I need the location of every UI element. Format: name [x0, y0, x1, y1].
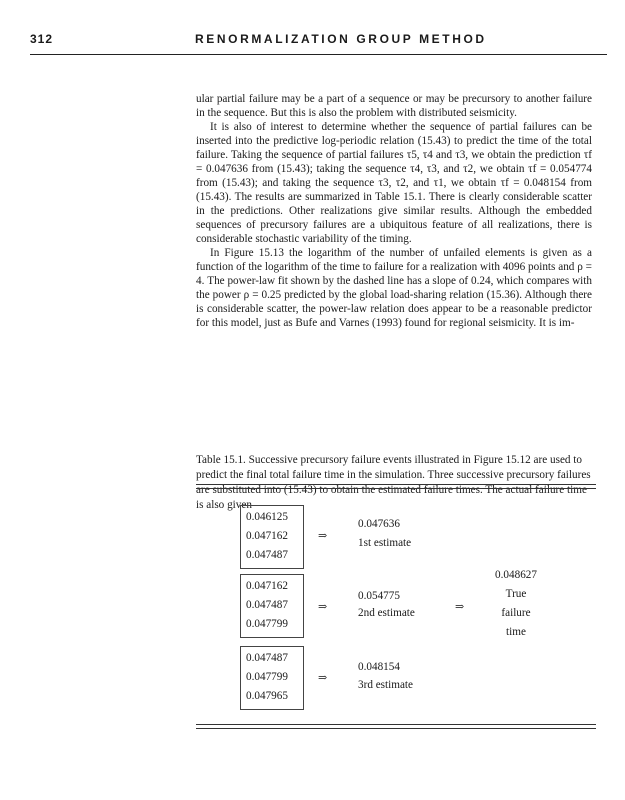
- table-bottom-rule-1: [196, 724, 596, 725]
- input-value: 0.047965: [246, 690, 288, 702]
- arrow-icon: ⇒: [455, 601, 465, 613]
- true-failure-value: 0.048627: [495, 569, 537, 581]
- table-caption: Table 15.1. Successive precursory failure events illustrated in Figure 15.12 are used to predict the final total failure time in the simulation. Three successive precursory failures are substituted into (15.43) to obtain the estimated failure times. The actual failure time is also given: [196, 454, 591, 511]
- paragraph-2: It is also of interest to determine whether the sequence of partial failures can be inserted into the predictive log-periodic relation (15.43) to predict the time of the total failure. Taking the sequence of partial failures τ5, τ4 and τ3, we obtain the prediction τf = 0.047636 from (15.43); taking the sequence τ4, τ3, and τ2, we obtain τf = 0.054774 from (15.43); and taking the sequence τ3, τ2, and τ1, we obtain τf = 0.048154 from (15.43). The results are summarized in Table 15.1. There is clearly considerable scatter in the predictions. Other realizations give similar results. Although the embedded sequences of precursory failures are a ubiquitous feature of all realizations, there is considerable stochastic variability of the timing.: [196, 121, 592, 245]
- estimate-label-2: 2nd estimate: [358, 607, 415, 619]
- prediction-3: 0.048154: [358, 661, 400, 673]
- header-rule: [30, 54, 607, 55]
- estimate-label-1: 1st estimate: [358, 537, 412, 549]
- true-failure-label: failure: [501, 607, 531, 619]
- arrow-icon: ⇒: [318, 601, 328, 613]
- input-value: 0.047487: [246, 549, 288, 561]
- true-failure-block: [484, 566, 548, 642]
- input-value: 0.047162: [246, 530, 288, 542]
- input-bracket-2: [240, 574, 304, 638]
- paragraph-3: In Figure 15.13 the logarithm of the number of unfailed elements is given as a function of the logarithm of the time to failure for a realization with 4096 points and ρ = 4. The power-law fit shown by the dashed line has a slope of 0.24, which compares with the power ρ = 0.25 predicted by the global load-sharing relation (15.36). Although there is considerable scatter, the power-law relation does appear to be a reasonable predictor for this model, just as Bufe and Varnes (1993) found for regional seismicity. It is im-: [196, 247, 592, 329]
- paragraph-1: ular partial failure may be a part of a sequence or may be precursory to another failure in the sequence. But this is also the problem with distributed seismicity.: [196, 93, 592, 119]
- input-bracket-3: [240, 646, 304, 710]
- table-bottom-rule-2: [196, 728, 596, 729]
- page-number: 312: [30, 32, 54, 46]
- input-value: 0.047799: [246, 618, 288, 630]
- input-value: 0.047487: [246, 599, 288, 611]
- true-failure-label: time: [506, 626, 526, 638]
- running-head: RENORMALIZATION GROUP METHOD: [195, 32, 487, 46]
- arrow-icon: ⇒: [318, 672, 328, 684]
- body-text: [196, 92, 592, 330]
- prediction-2: 0.054775: [358, 590, 400, 602]
- true-failure-label: True: [505, 588, 527, 600]
- input-value: 0.047487: [246, 652, 288, 664]
- input-bracket-1: [240, 505, 304, 569]
- input-value: 0.046125: [246, 511, 288, 523]
- arrow-icon: ⇒: [318, 530, 328, 542]
- table-top-rule-1: [196, 484, 596, 485]
- table-top-rule-2: [196, 488, 596, 489]
- input-value: 0.047799: [246, 671, 288, 683]
- estimate-label-3: 3rd estimate: [358, 679, 413, 691]
- prediction-1: 0.047636: [358, 518, 400, 530]
- input-value: 0.047162: [246, 580, 288, 592]
